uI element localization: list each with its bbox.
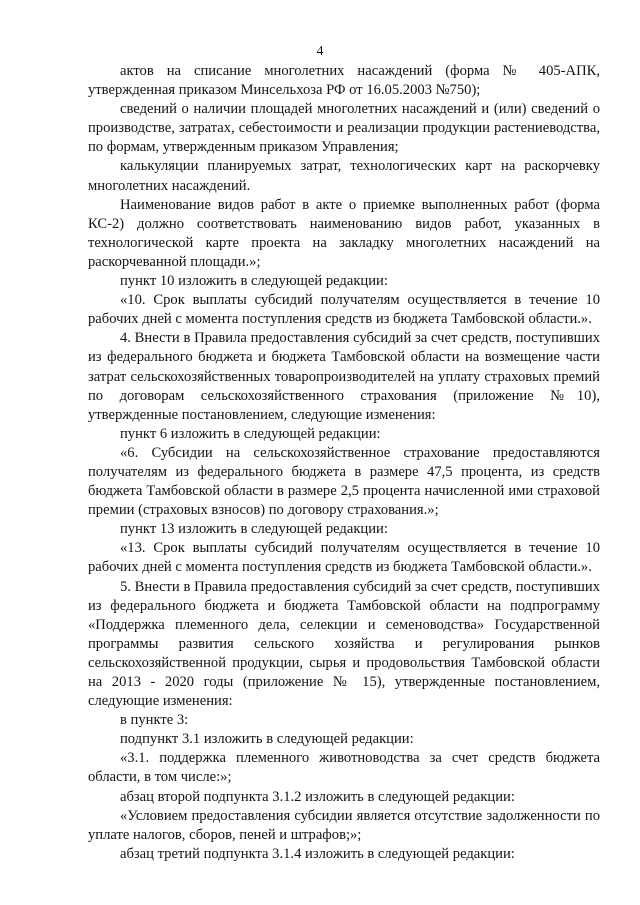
paragraph: в пункте 3: bbox=[120, 712, 189, 729]
paragraph: 5. Внести в Правила предоставления субсидий за счет средств, поступивших из федерального бюджета и бюджета Тамбовской области на подпрограмму «Поддержка племенного дела, селекции и семеноводства» Государственной программы развития сельского хозяйства и регулирования рынков сельскохозяйственной продукции, сырья и продовольствия Тамбовской области на 2013 - 2020 годы (приложение № 15), утвержденные постановлением, следующие изменения: bbox=[88, 578, 600, 710]
document-body bbox=[88, 62, 600, 864]
paragraph: «6. Субсидии на сельскохозяйственное страхование предоставляются получателям из федерального бюджета в размере 47,5 процента, из средств бюджета Тамбовской области в размере 2,5 процента начисленной ими страховой премии (страховых взносов) по договору страхования.»; bbox=[88, 444, 600, 519]
paragraph: «3.1. поддержка племенного животноводства за счет средств бюджета области, в том числе:»; bbox=[88, 750, 600, 786]
paragraph: сведений о наличии площадей многолетних насаждений и (или) сведений о производстве, затратах, себестоимости и реализации продукции растениеводства, по формам, утвержденным приказом Управления; bbox=[88, 101, 600, 156]
paragraph: «10. Срок выплаты субсидий получателям осуществляется в течение 10 рабочих дней с момента поступления средств из бюджета Тамбовской области.». bbox=[88, 292, 600, 328]
paragraph: абзац третий подпункта 3.1.4 изложить в следующей редакции: bbox=[120, 845, 515, 862]
page-number: 4 bbox=[316, 44, 324, 59]
paragraph: актов на списание многолетних насаждений (форма № 405-АПК, утвержденная приказом Минсельхоза РФ от 16.05.2003 №750); bbox=[88, 63, 600, 99]
paragraph: «13. Срок выплаты субсидий получателям осуществляется в течение 10 рабочих дней с момента поступления средств из бюджета Тамбовской области.». bbox=[88, 540, 600, 576]
paragraph: 4. Внести в Правила предоставления субсидий за счет средств, поступивших из федерального бюджета и бюджета Тамбовской области на возмещение части затрат сельскохозяйственных товаропроизводителей на уплату страховых премий по договорам сельскохозяйственного страхования (приложение №10), утвержденные постановлением, следующие изменения: bbox=[88, 330, 600, 423]
paragraph: пункт 10 изложить в следующей редакции: bbox=[120, 273, 388, 290]
paragraph: пункт 6 изложить в следующей редакции: bbox=[120, 425, 381, 442]
paragraph: подпункт 3.1 изложить в следующей редакции: bbox=[120, 731, 414, 748]
paragraph: пункт 13 изложить в следующей редакции: bbox=[120, 521, 388, 538]
paragraph: «Условием предоставления субсидии является отсутствие задолженности по уплате налогов, сборов, пеней и штрафов;»; bbox=[88, 807, 600, 843]
paragraph: Наименование видов работ в акте о приемке выполненных работ (форма КС-2) должно соответствовать наименованию видов работ, указанных в технологической карте проекта на закладку многолетних насаждений на раскорчеванной площади.»; bbox=[88, 196, 600, 270]
paragraph: калькуляции планируемых затрат, технологических карт на раскорчевку многолетних насаждений. bbox=[88, 158, 600, 194]
paragraph: абзац второй подпункта 3.1.2 изложить в следующей редакции: bbox=[120, 788, 515, 805]
